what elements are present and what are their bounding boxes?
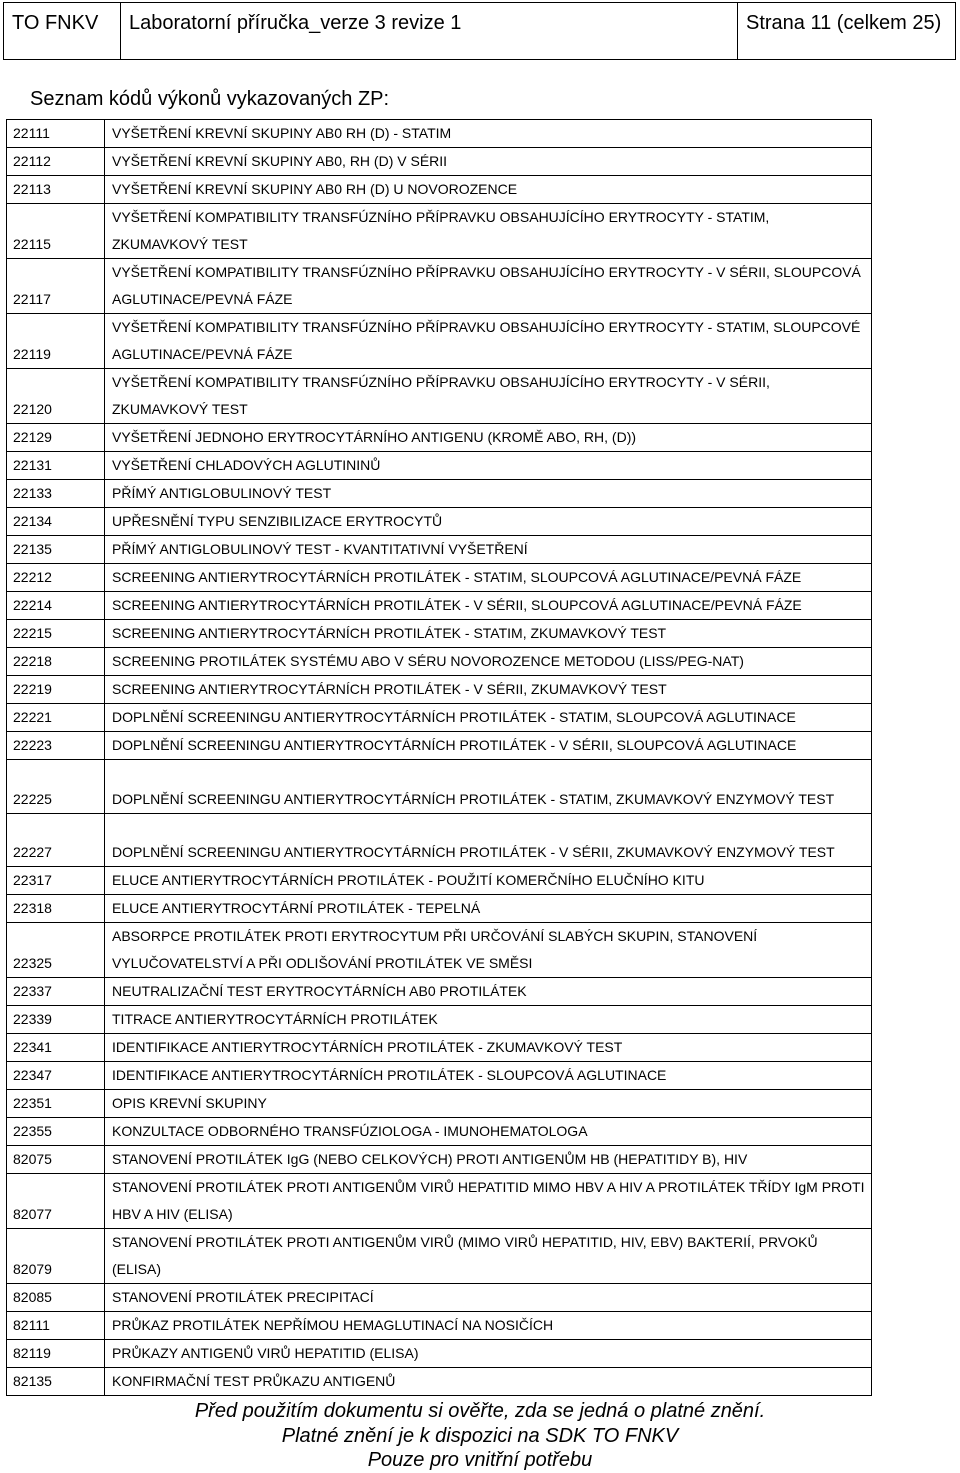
procedure-description: IDENTIFIKACE ANTIERYTROCYTÁRNÍCH PROTILÁTEK - ZKUMAVKOVÝ TEST — [105, 1034, 872, 1062]
table-row — [7, 760, 872, 814]
procedure-code: 82077 — [7, 1174, 105, 1229]
procedure-description: VYŠETŘENÍ JEDNOHO ERYTROCYTÁRNÍHO ANTIGENU (KROMĚ ABO, RH, (D)) — [105, 424, 872, 452]
procedure-code: 22129 — [7, 424, 105, 452]
procedure-code: 22351 — [7, 1090, 105, 1118]
table-row — [7, 204, 872, 259]
table-row — [7, 1340, 872, 1368]
procedure-description: STANOVENÍ PROTILÁTEK IgG (NEBO CELKOVÝCH) PROTI ANTIGENŮM HB (HEPATITIDY B), HIV — [105, 1146, 872, 1174]
procedure-description: VYŠETŘENÍ KREVNÍ SKUPINY AB0 RH (D) U NOVOROZENCE — [105, 176, 872, 204]
table-row — [7, 176, 872, 204]
procedure-code: 22133 — [7, 480, 105, 508]
procedure-description: SCREENING PROTILÁTEK SYSTÉMU ABO V SÉRU NOVOROZENCE METODOU (LISS/PEG-NAT) — [105, 648, 872, 676]
procedure-code: 22112 — [7, 148, 105, 176]
procedure-description: SCREENING ANTIERYTROCYTÁRNÍCH PROTILÁTEK - V SÉRII, ZKUMAVKOVÝ TEST — [105, 676, 872, 704]
table-row — [7, 424, 872, 452]
procedure-description: PŘÍMÝ ANTIGLOBULINOVÝ TEST - KVANTITATIVNÍ VYŠETŘENÍ — [105, 536, 872, 564]
procedure-description: VYŠETŘENÍ CHLADOVÝCH AGLUTININŮ — [105, 452, 872, 480]
procedure-description: ELUCE ANTIERYTROCYTÁRNÍCH PROTILÁTEK - POUŽITÍ KOMERČNÍHO ELUČNÍHO KITU — [105, 867, 872, 895]
procedure-code: 22212 — [7, 564, 105, 592]
table-row — [7, 732, 872, 760]
procedure-description: DOPLNĚNÍ SCREENINGU ANTIERYTROCYTÁRNÍCH PROTILÁTEK - V SÉRII, ZKUMAVKOVÝ ENZYMOVÝ TEST — [105, 813, 872, 867]
table-row — [7, 923, 872, 978]
procedure-description: DOPLNĚNÍ SCREENINGU ANTIERYTROCYTÁRNÍCH PROTILÁTEK - STATIM, SLOUPCOVÁ AGLUTINACE — [105, 704, 872, 732]
table-row — [7, 1229, 872, 1284]
procedure-code: 82111 — [7, 1312, 105, 1340]
procedure-code: 82135 — [7, 1368, 105, 1396]
procedure-description: PŘÍMÝ ANTIGLOBULINOVÝ TEST — [105, 480, 872, 508]
procedure-code: 22347 — [7, 1062, 105, 1090]
procedure-code: 82119 — [7, 1340, 105, 1368]
list-title: Seznam kódů výkonů vykazovaných ZP: — [30, 88, 390, 110]
procedure-code: 22111 — [7, 120, 105, 148]
procedure-description: NEUTRALIZAČNÍ TEST ERYTROCYTÁRNÍCH AB0 PROTILÁTEK — [105, 978, 872, 1006]
table-row — [7, 508, 872, 536]
procedure-description: TITRACE ANTIERYTROCYTÁRNÍCH PROTILÁTEK — [105, 1006, 872, 1034]
procedure-code: 22317 — [7, 867, 105, 895]
procedure-description: ABSORPCE PROTILÁTEK PROTI ERYTROCYTUM PŘI URČOVÁNÍ SLABÝCH SKUPIN, STANOVENÍ VYLUČOVATELSTVÍ A PŘI ODLIŠOVÁNÍ PROTILÁTEK VE SMĚSI — [105, 923, 872, 978]
procedure-code: 22325 — [7, 923, 105, 978]
footer-line-3: Pouze pro vnitřní potřebu — [367, 1449, 593, 1471]
procedure-description: STANOVENÍ PROTILÁTEK PROTI ANTIGENŮM VIRŮ HEPATITID MIMO HBV A HIV A PROTILÁTEK TŘÍDY IgM PROTI HBV A HIV (ELISA) — [105, 1174, 872, 1229]
table-row — [7, 564, 872, 592]
table-row — [7, 1062, 872, 1090]
procedure-description: DOPLNĚNÍ SCREENINGU ANTIERYTROCYTÁRNÍCH PROTILÁTEK - STATIM, ZKUMAVKOVÝ ENZYMOVÝ TEST — [105, 760, 872, 814]
procedure-code: 22218 — [7, 648, 105, 676]
procedure-code: 22117 — [7, 259, 105, 314]
table-row — [7, 978, 872, 1006]
table-row — [7, 480, 872, 508]
table-row — [7, 867, 872, 895]
table-row — [7, 1146, 872, 1174]
table-row — [7, 1312, 872, 1340]
table-row — [7, 314, 872, 369]
table-row — [7, 1368, 872, 1396]
procedure-code: 22341 — [7, 1034, 105, 1062]
table-row — [7, 148, 872, 176]
procedure-description: VYŠETŘENÍ KOMPATIBILITY TRANSFÚZNÍHO PŘÍPRAVKU OBSAHUJÍCÍHO ERYTROCYTY - STATIM, SLOUPCOVÉ AGLUTINACE/PEVNÁ FÁZE — [105, 314, 872, 369]
procedure-code: 22219 — [7, 676, 105, 704]
procedure-description: VYŠETŘENÍ KOMPATIBILITY TRANSFÚZNÍHO PŘÍPRAVKU OBSAHUJÍCÍHO ERYTROCYTY - STATIM, ZKUMAVKOVÝ TEST — [105, 204, 872, 259]
table-row — [7, 120, 872, 148]
table-row — [7, 259, 872, 314]
procedure-code: 22120 — [7, 369, 105, 424]
procedure-description: UPŘESNĚNÍ TYPU SENZIBILIZACE ERYTROCYTŮ — [105, 508, 872, 536]
header-page-number: Strana 11 (celkem 25) — [738, 3, 956, 60]
procedure-description: STANOVENÍ PROTILÁTEK PROTI ANTIGENŮM VIRŮ (MIMO VIRŮ HEPATITID, HIV, EBV) BAKTERIÍ, PRVOKŮ (ELISA) — [105, 1229, 872, 1284]
table-row — [7, 676, 872, 704]
procedure-code: 22355 — [7, 1118, 105, 1146]
table-row — [7, 704, 872, 732]
procedure-code: 22113 — [7, 176, 105, 204]
header-doc-title: Laboratorní příručka_verze 3 revize 1 — [121, 3, 738, 60]
procedure-code: 22215 — [7, 620, 105, 648]
table-row — [7, 648, 872, 676]
codes-table-body — [7, 120, 872, 1396]
table-row — [7, 369, 872, 424]
procedure-code: 82085 — [7, 1284, 105, 1312]
procedure-code: 82079 — [7, 1229, 105, 1284]
procedure-code: 22115 — [7, 204, 105, 259]
table-row — [7, 1034, 872, 1062]
header-org: TO FNKV — [4, 3, 121, 60]
procedure-code: 22131 — [7, 452, 105, 480]
table-row — [7, 1090, 872, 1118]
table-row — [7, 592, 872, 620]
procedure-description: VYŠETŘENÍ KREVNÍ SKUPINY AB0 RH (D) - STATIM — [105, 120, 872, 148]
procedure-description: VYŠETŘENÍ KREVNÍ SKUPINY AB0, RH (D) V SÉRII — [105, 148, 872, 176]
footer-line-2: Platné znění je k dispozici na SDK TO FNKV — [281, 1425, 679, 1447]
procedure-code: 22339 — [7, 1006, 105, 1034]
procedure-code: 22337 — [7, 978, 105, 1006]
table-row — [7, 895, 872, 923]
procedure-description: SCREENING ANTIERYTROCYTÁRNÍCH PROTILÁTEK - STATIM, SLOUPCOVÁ AGLUTINACE/PEVNÁ FÁZE — [105, 564, 872, 592]
procedure-description: KONZULTACE ODBORNÉHO TRANSFÚZIOLOGA - IMUNOHEMATOLOGA — [105, 1118, 872, 1146]
procedure-description: SCREENING ANTIERYTROCYTÁRNÍCH PROTILÁTEK - STATIM, ZKUMAVKOVÝ TEST — [105, 620, 872, 648]
procedure-description: PRŮKAZ PROTILÁTEK NEPŘÍMOU HEMAGLUTINACÍ NA NOSIČÍCH — [105, 1312, 872, 1340]
procedure-code: 22223 — [7, 732, 105, 760]
procedure-code: 22119 — [7, 314, 105, 369]
procedure-description: IDENTIFIKACE ANTIERYTROCYTÁRNÍCH PROTILÁTEK - SLOUPCOVÁ AGLUTINACE — [105, 1062, 872, 1090]
table-row — [7, 1006, 872, 1034]
procedure-description: KONFIRMAČNÍ TEST PRŮKAZU ANTIGENŮ — [105, 1368, 872, 1396]
procedure-description: DOPLNĚNÍ SCREENINGU ANTIERYTROCYTÁRNÍCH PROTILÁTEK - V SÉRII, SLOUPCOVÁ AGLUTINACE — [105, 732, 872, 760]
codes-table — [6, 119, 872, 1396]
table-row — [7, 1284, 872, 1312]
procedure-code: 22214 — [7, 592, 105, 620]
procedure-description: VYŠETŘENÍ KOMPATIBILITY TRANSFÚZNÍHO PŘÍPRAVKU OBSAHUJÍCÍHO ERYTROCYTY - V SÉRII, SLOUPCOVÁ AGLUTINACE/PEVNÁ FÁZE — [105, 259, 872, 314]
footer-line-1: Před použitím dokumentu si ověřte, zda se jedná o platné znění. — [194, 1400, 766, 1422]
table-row — [7, 620, 872, 648]
table-row — [7, 1118, 872, 1146]
table-row — [7, 536, 872, 564]
procedure-description: OPIS KREVNÍ SKUPINY — [105, 1090, 872, 1118]
procedure-code: 22227 — [7, 813, 105, 867]
table-row — [7, 452, 872, 480]
procedure-code: 82075 — [7, 1146, 105, 1174]
document-header — [3, 2, 956, 60]
procedure-description: VYŠETŘENÍ KOMPATIBILITY TRANSFÚZNÍHO PŘÍPRAVKU OBSAHUJÍCÍHO ERYTROCYTY - V SÉRII, ZKUMAVKOVÝ TEST — [105, 369, 872, 424]
procedure-code: 22135 — [7, 536, 105, 564]
table-row — [7, 813, 872, 867]
procedure-code: 22221 — [7, 704, 105, 732]
procedure-description: PRŮKAZY ANTIGENŮ VIRŮ HEPATITID (ELISA) — [105, 1340, 872, 1368]
procedure-code: 22134 — [7, 508, 105, 536]
procedure-description: STANOVENÍ PROTILÁTEK PRECIPITACÍ — [105, 1284, 872, 1312]
procedure-code: 22318 — [7, 895, 105, 923]
table-row — [7, 1174, 872, 1229]
procedure-description: ELUCE ANTIERYTROCYTÁRNÍ PROTILÁTEK - TEPELNÁ — [105, 895, 872, 923]
procedure-description: SCREENING ANTIERYTROCYTÁRNÍCH PROTILÁTEK - V SÉRII, SLOUPCOVÁ AGLUTINACE/PEVNÁ FÁZE — [105, 592, 872, 620]
procedure-code: 22225 — [7, 760, 105, 814]
